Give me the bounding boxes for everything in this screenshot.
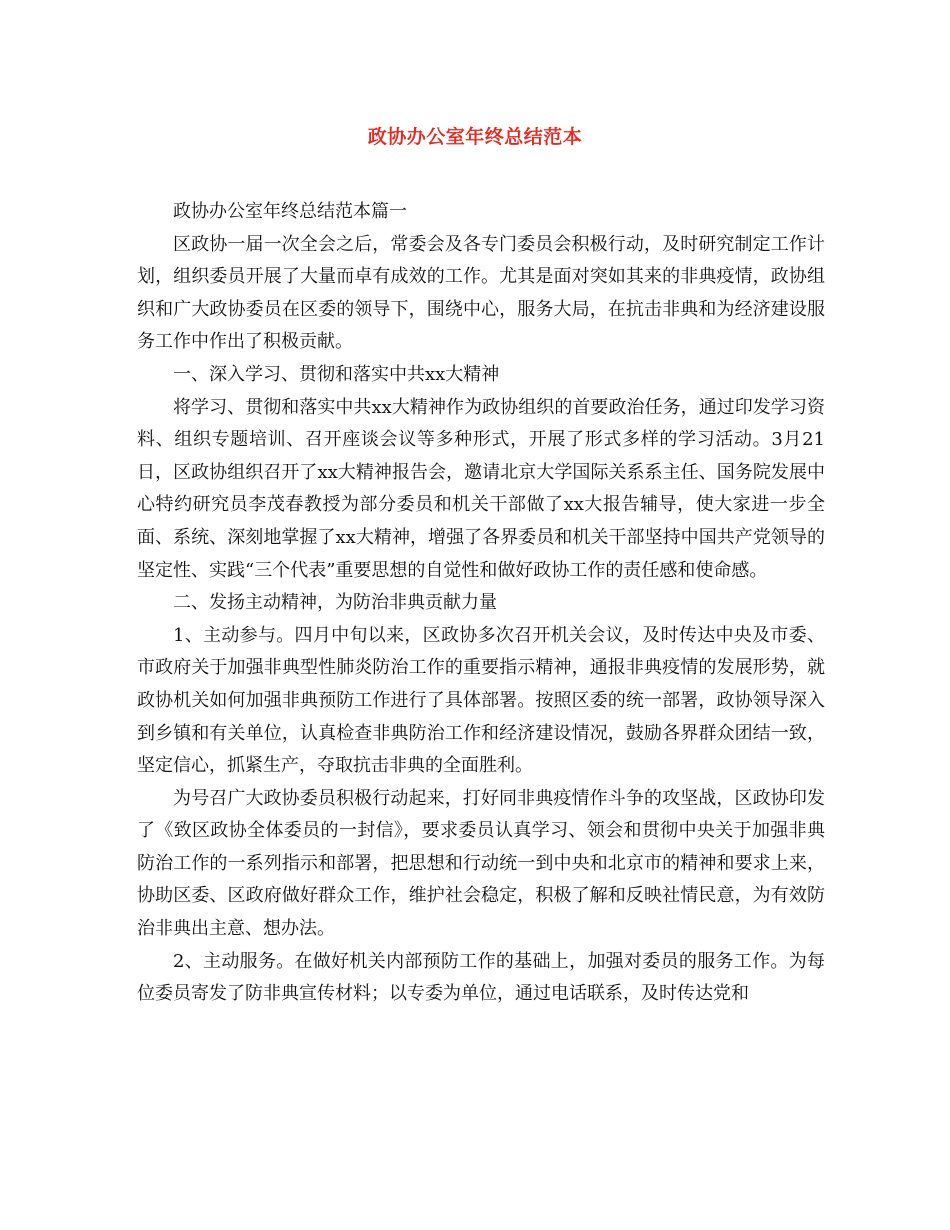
document-title: 政协办公室年终总结范本 bbox=[367, 126, 583, 148]
paragraph: 2、主动服务。在做好机关内部预防工作的基础上，加强对委员的服务工作。为每位委员寄发了防非典宣传材料；以专委为单位，通过电话联系，及时传达党和 bbox=[137, 950, 825, 1005]
section-heading: 二、发扬主动精神，为防治非典贡献力量 bbox=[173, 592, 497, 614]
paragraph: 将学习、贯彻和落实中共xx大精神作为政协组织的首要政治任务，通过印发学习资料、组织专题培训、召开座谈会议等多种形式，开展了形式多样的学习活动。3月21日，区政协组织召开了xx大精神报告会，邀请北京大学国际关系系主任、国务院发展中心特约研究员李茂春教授为部分委员和机关干部做了xx大报告辅导，使大家进一步全面、系统、深刻地掌握了xx大精神，增强了各界委员和机关干部坚持中国共产党领导的坚定性、实践“三个代表”重要思想的自觉性和做好政协工作的责任感和使命感。 bbox=[137, 396, 825, 581]
paragraph: 为号召广大政协委员积极行动起来，打好同非典疫情作斗争的攻坚战，区政协印发了《致区政协全体委员的一封信》，要求委员认真学习、领会和贯彻中央关于加强非典防治工作的一系列指示和部署，把思想和行动统一到中央和北京市的精神和要求上来，协助区委、区政府做好群众工作，维护社会稳定，积极了解和反映社情民意，为有效防治非典出主意、想办法。 bbox=[137, 787, 825, 940]
section-heading: 一、深入学习、贯彻和落实中共xx大精神 bbox=[173, 363, 500, 385]
paragraph: 1、主动参与。四月中旬以来，区政协多次召开机关会议，及时传达中央及市委、市政府关于加强非典型性肺炎防治工作的重要指示精神，通报非典疫情的发展形势，就政协机关如何加强非典预防工作进行了具体部署。按照区委的统一部署，政协领导深入到乡镇和有关单位，认真检查非典防治工作和经济建设情况，鼓励各界群众团结一致，坚定信心，抓紧生产，夺取抗击非典的全面胜利。 bbox=[137, 624, 825, 777]
document-body bbox=[137, 196, 825, 1011]
section-heading: 政协办公室年终总结范本篇一 bbox=[173, 201, 407, 222]
paragraph: 区政协一届一次全会之后，常委会及各专门委员会积极行动，及时研究制定工作计划，组织委员开展了大量而卓有成效的工作。尤其是面对突如其来的非典疫情，政协组织和广大政协委员在区委的领导下，围绕中心，服务大局，在抗击非典和为经济建设服务工作中作出了积极贡献。 bbox=[137, 233, 825, 353]
